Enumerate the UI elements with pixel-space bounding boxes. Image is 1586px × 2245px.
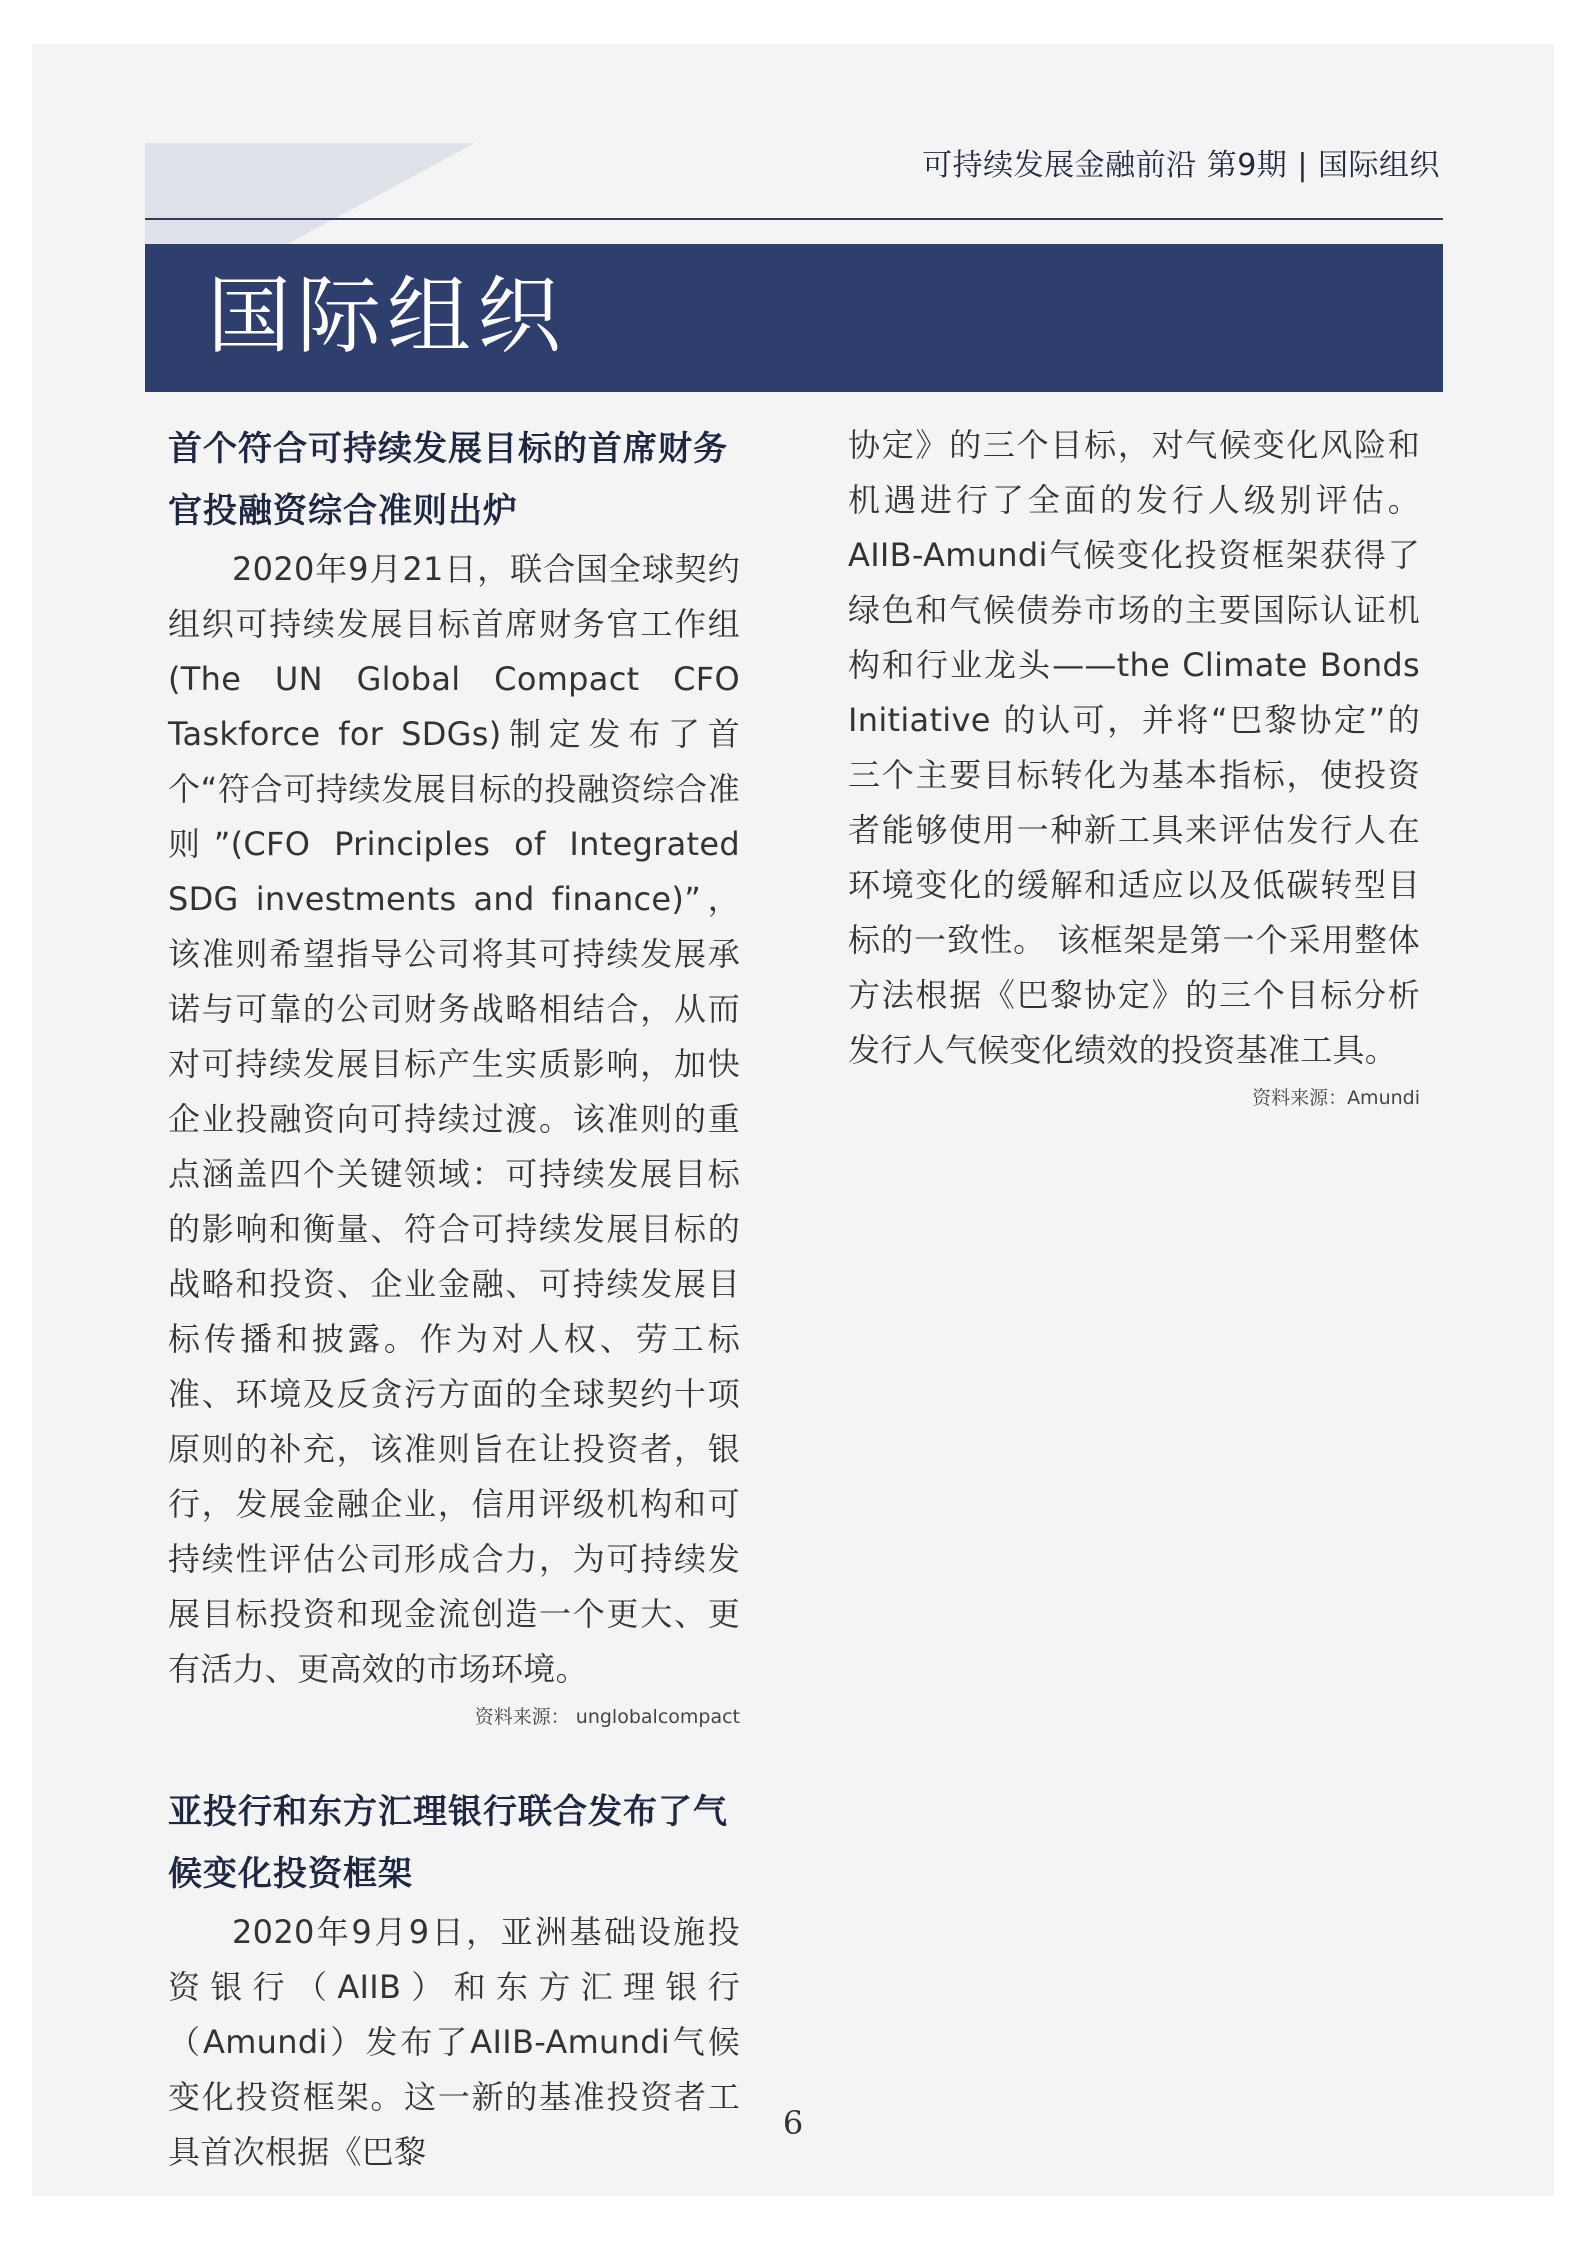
section-title: 国际组织 (207, 267, 568, 365)
left-column (168, 418, 740, 2180)
article2-source: 资料来源：Amundi (1252, 1087, 1420, 1109)
article2-body-right: 协定》的三个目标，对气候变化风险和机遇进行了全面的发行人级别评估。AIIB-Amundi气候变化投资框架获得了绿色和气候债券市场的主要国际认证机构和行业龙头——the Climate Bonds Initiative 的认可，并将“巴黎协定”的三个主要目标转化为基本指标，使投资者能够使用一种新工具来评估发行人在环境变化的缓解和适应以及低碳转型目标的一致性。 该框架是第一个采用整体方法根据《巴黎协定》的三个目标分析发行人气候变化绩效的投资基准工具。 (848, 426, 1420, 1069)
section-banner (145, 244, 1443, 392)
article2-title: 亚投行和东方汇理银行联合发布了气候变化投资框架 (168, 1792, 728, 1894)
article1-body: 2020年9月21日，联合国全球契约组织可持续发展目标首席财务官工作组(The UN Global Compact CFO Taskforce for SDGs)制定发布了首个“符合可持续发展目标的投融资综合准则”(CFO Principles of Integrated SDG investments and finance)”，该准则希望指导公司将其可持续发展承诺与可靠的公司财务战略相结合，从而对可持续发展目标产生实质影响，加快企业投融资向可持续过渡。该准则的重点涵盖四个关键领域：可持续发展目标的影响和衡量、符合可持续发展目标的战略和投资、企业金融、可持续发展目标传播和披露。作为对人权、劳工标准、环境及反贪污方面的全球契约十项原则的补充，该准则旨在让投资者，银行，发展金融企业，信用评级机构和可持续性评估公司形成合力，为可持续发展目标投资和现金流创造一个更大、更有活力、更高效的市场环境。 (168, 550, 740, 1688)
running-header: 可持续发展金融前沿 第9期 | 国际组织 (922, 148, 1440, 183)
right-column (848, 418, 1420, 1112)
header-rule (145, 218, 1443, 220)
article1-title: 首个符合可持续发展目标的首席财务官投融资综合准则出炉 (168, 429, 728, 531)
article1-source: 资料来源： unglobalcompact (474, 1706, 740, 1728)
page-number: 6 (782, 2104, 804, 2142)
article2-body-left: 2020年9月9日，亚洲基础设施投资银行（AIIB）和东方汇理银行（Amundi）发布了AIIB-Amundi气候变化投资框架。这一新的基准投资者工具首次根据《巴黎 (168, 1913, 740, 2171)
